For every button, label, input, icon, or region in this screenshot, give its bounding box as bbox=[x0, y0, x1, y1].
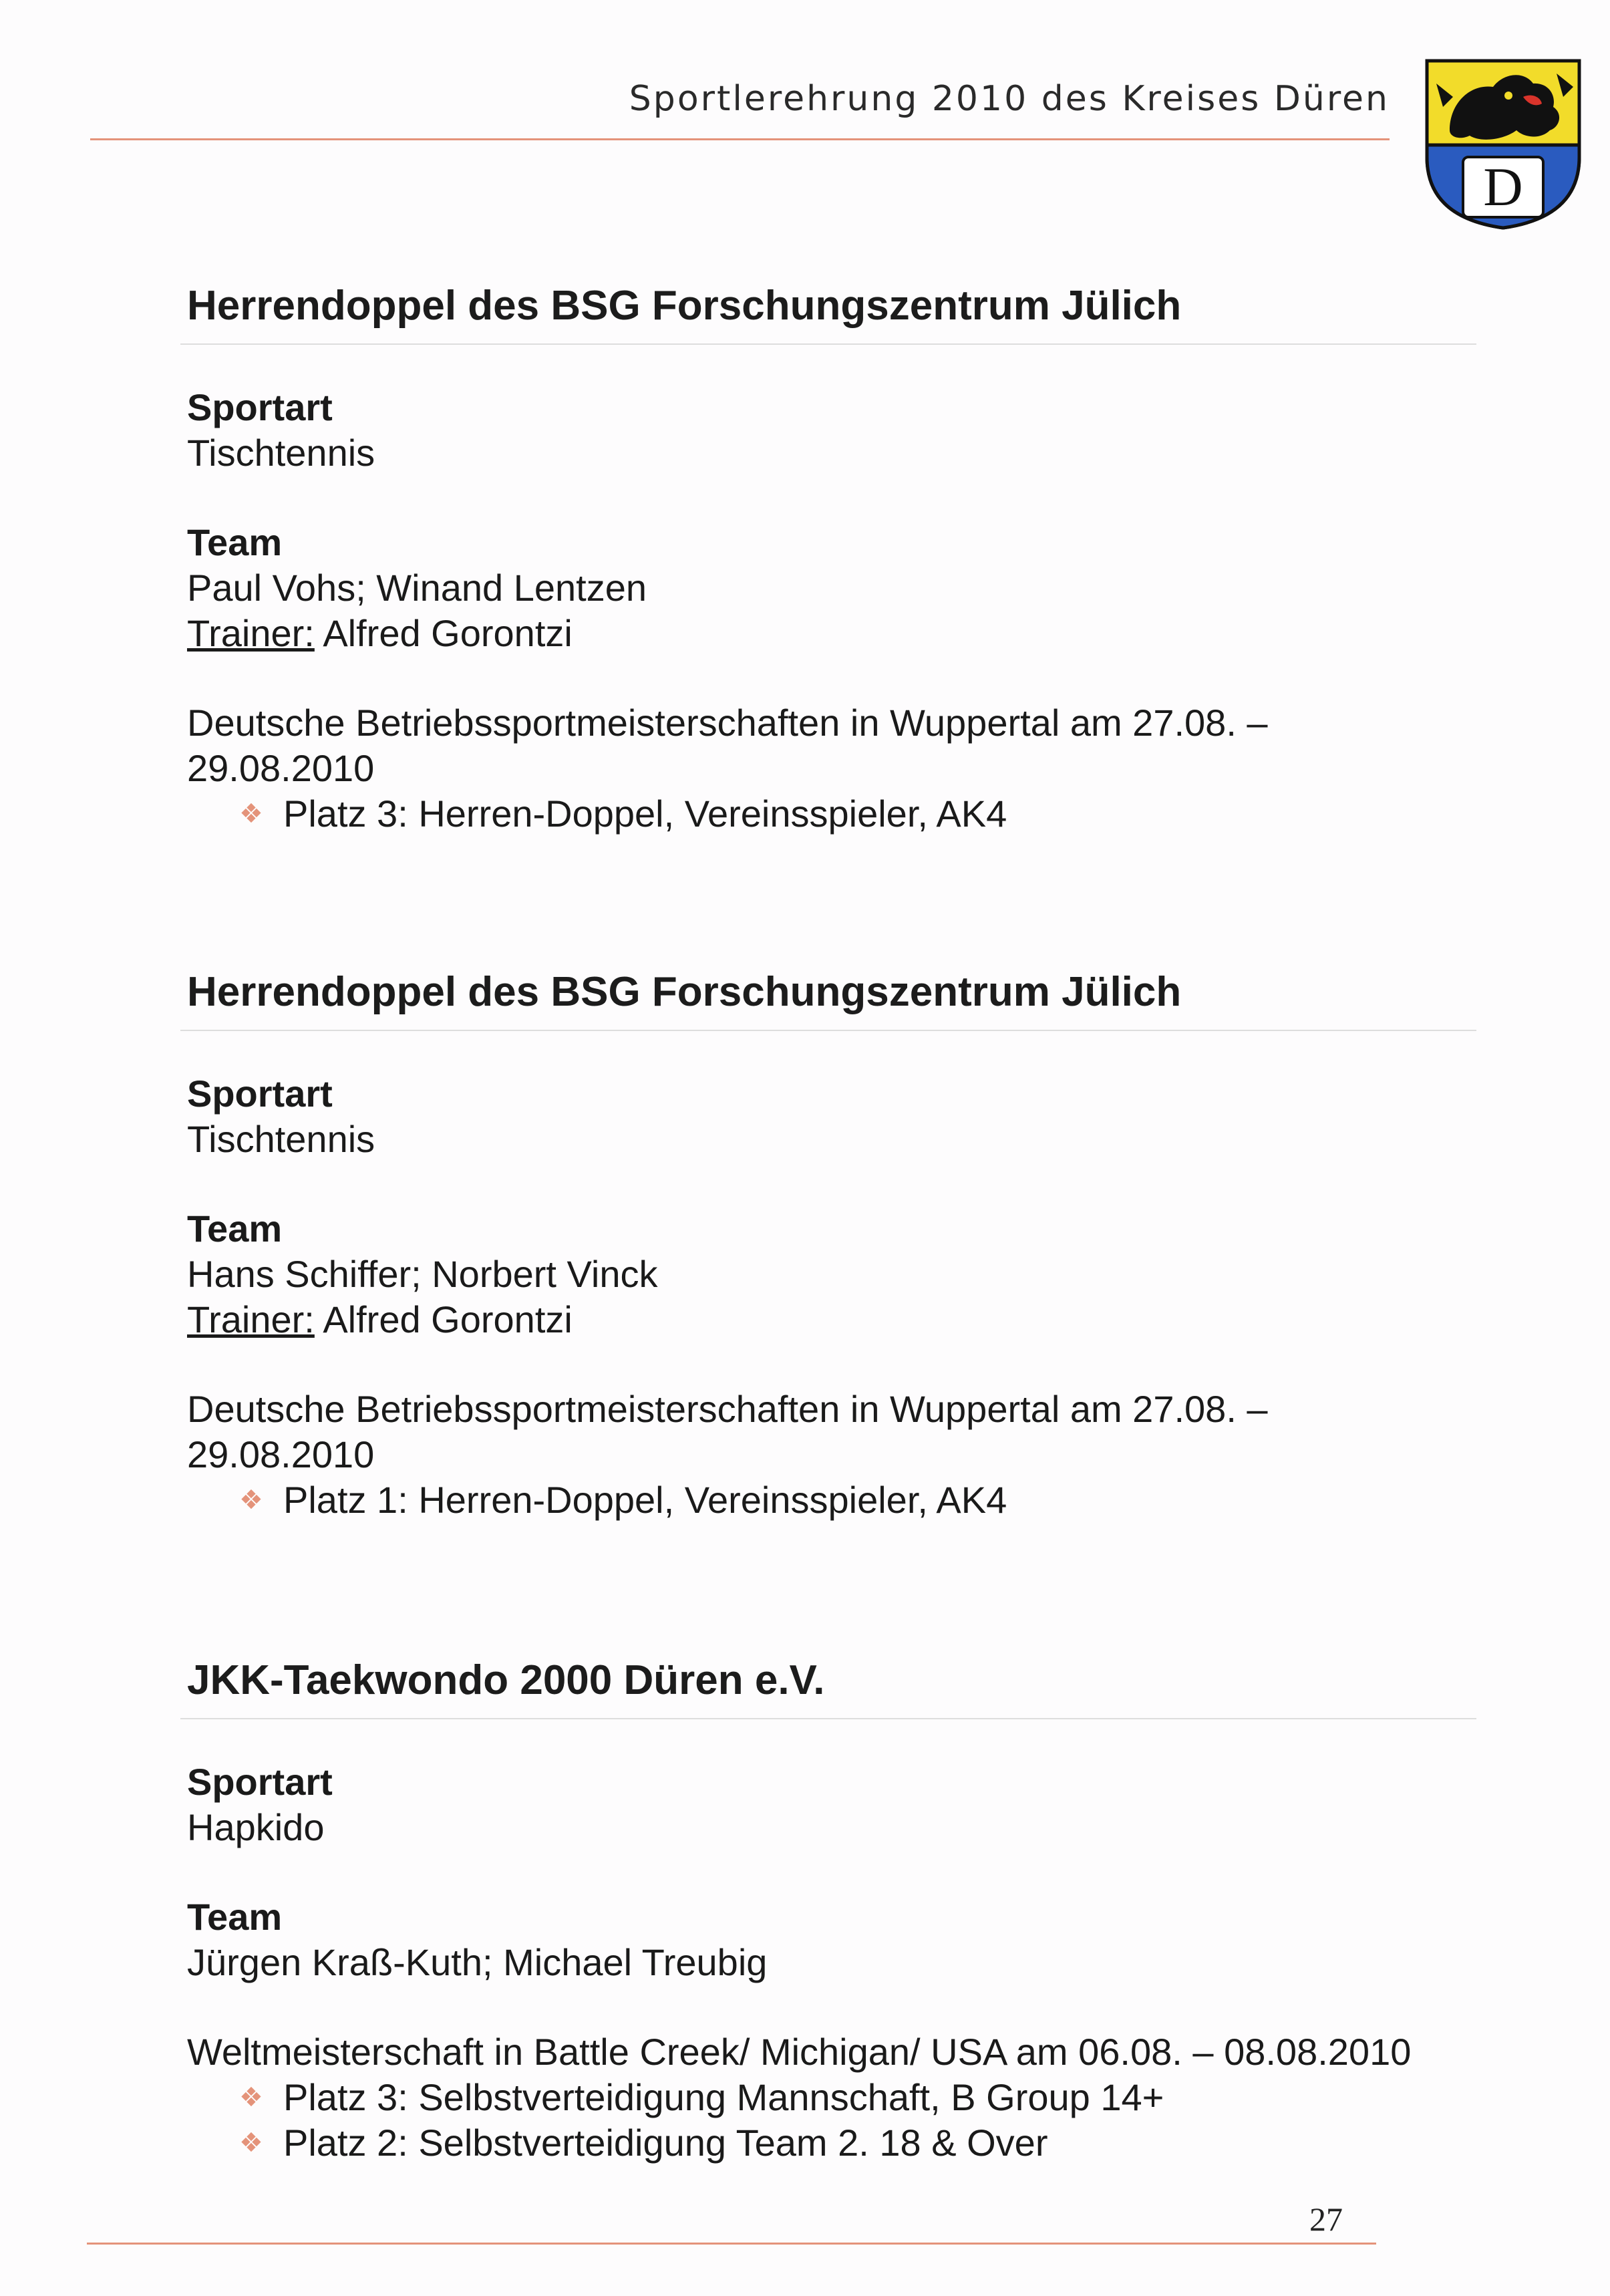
team-value: Jürgen Kraß-Kuth; Michael Treubig bbox=[187, 1941, 768, 1983]
trainer-label: Trainer: bbox=[187, 612, 315, 654]
section-rule bbox=[180, 1718, 1476, 1719]
section-1 bbox=[187, 279, 1483, 837]
list-item: ❖ Platz 1: Herren-Doppel, Vereinsspieler, AK4 bbox=[239, 1477, 1483, 1523]
team-value: Paul Vohs; Winand Lentzen bbox=[187, 567, 647, 609]
section-rule bbox=[180, 1030, 1476, 1031]
event-description bbox=[187, 1387, 1490, 1477]
list-item: ❖ Platz 2: Selbstverteidigung Team 2. 18 & Over bbox=[239, 2120, 1483, 2166]
section-rule bbox=[180, 343, 1476, 345]
team-value: Hans Schiffer; Norbert Vinck bbox=[187, 1253, 658, 1295]
crest-letter: D bbox=[1483, 156, 1523, 217]
diamond-bullet-icon: ❖ bbox=[239, 799, 263, 829]
section-title: Herrendoppel des BSG Forschungszentrum Jülich bbox=[187, 969, 1182, 1015]
coat-of-arms-icon bbox=[1423, 57, 1583, 232]
section-2 bbox=[187, 966, 1483, 1523]
sportart-label: Sportart bbox=[187, 1761, 333, 1803]
event-line-1: Deutsche Betriebssportmeisterschaften in Wuppertal am 27.08. – bbox=[187, 702, 1268, 744]
event-description bbox=[187, 700, 1490, 791]
trainer-line bbox=[187, 1297, 1483, 1342]
trainer-label: Trainer: bbox=[187, 1298, 315, 1340]
section-3 bbox=[187, 1654, 1483, 2166]
header-rule bbox=[90, 138, 1390, 140]
results-list bbox=[187, 2075, 1483, 2166]
sportart-value: Tischtennis bbox=[187, 432, 375, 474]
list-item: ❖ Platz 3: Herren-Doppel, Vereinsspieler, AK4 bbox=[239, 791, 1483, 837]
event-line-1: Weltmeisterschaft in Battle Creek/ Michigan/ USA am 06.08. – 08.08.2010 bbox=[187, 2031, 1412, 2073]
footer-rule bbox=[87, 2243, 1376, 2245]
trainer-line bbox=[187, 611, 1483, 656]
trainer-value: Alfred Gorontzi bbox=[323, 1298, 573, 1340]
event-line-2: 29.08.2010 bbox=[187, 747, 375, 789]
sportart-value: Hapkido bbox=[187, 1806, 325, 1848]
sportart-label: Sportart bbox=[187, 386, 333, 428]
header-title: Sportlerehrung 2010 des Kreises Düren bbox=[629, 79, 1390, 119]
sportart-value: Tischtennis bbox=[187, 1118, 375, 1160]
event-description bbox=[187, 2029, 1490, 2075]
section-title: JKK-Taekwondo 2000 Düren e.V. bbox=[187, 1657, 825, 1703]
results-list bbox=[187, 791, 1483, 837]
sportart-label: Sportart bbox=[187, 1072, 333, 1115]
diamond-bullet-icon: ❖ bbox=[239, 1485, 263, 1515]
team-label: Team bbox=[187, 1896, 283, 1938]
section-title: Herrendoppel des BSG Forschungszentrum Jülich bbox=[187, 283, 1182, 329]
results-list bbox=[187, 1477, 1483, 1523]
trainer-value: Alfred Gorontzi bbox=[323, 612, 573, 654]
list-item: ❖ Platz 3: Selbstverteidigung Mannschaft, B Group 14+ bbox=[239, 2075, 1483, 2120]
team-label: Team bbox=[187, 1207, 283, 1250]
diamond-bullet-icon: ❖ bbox=[239, 2083, 263, 2112]
event-line-1: Deutsche Betriebssportmeisterschaften in Wuppertal am 27.08. – bbox=[187, 1388, 1268, 1430]
team-label: Team bbox=[187, 521, 283, 563]
event-line-2: 29.08.2010 bbox=[187, 1433, 375, 1475]
page-header bbox=[0, 0, 1610, 241]
page-number: 27 bbox=[1309, 2200, 1343, 2238]
diamond-bullet-icon: ❖ bbox=[239, 2128, 263, 2158]
